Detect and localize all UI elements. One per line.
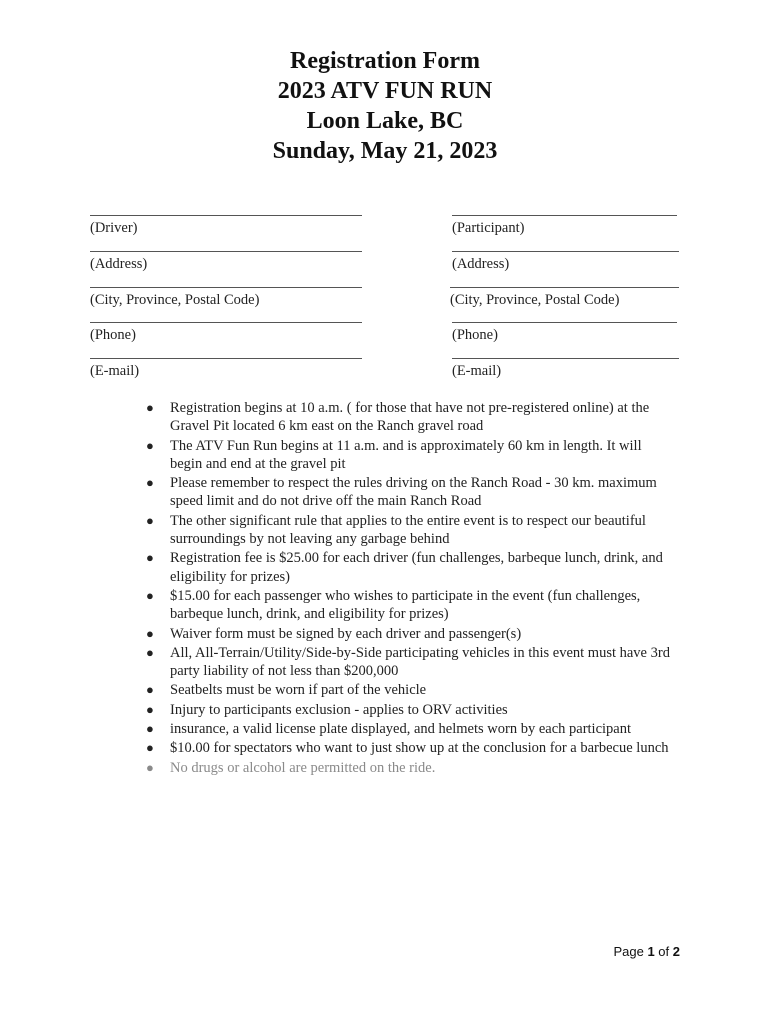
bullet-icon: ● <box>146 400 154 415</box>
participant-email-line[interactable] <box>452 358 679 359</box>
participant-label: (Participant) <box>452 220 525 236</box>
driver-city-field[interactable] <box>90 287 362 309</box>
driver-line[interactable] <box>90 215 362 216</box>
page-word: Page <box>613 944 644 959</box>
page-of: of <box>658 944 670 959</box>
page-number <box>613 944 680 959</box>
driver-city-line[interactable] <box>90 287 362 288</box>
driver-email-line[interactable] <box>90 358 362 359</box>
list-item <box>146 701 676 719</box>
driver-phone-label: (Phone) <box>90 327 136 343</box>
list-item <box>146 512 676 549</box>
driver-phone-field[interactable] <box>90 322 362 344</box>
bullet-icon: ● <box>146 740 154 756</box>
form-title <box>0 46 770 166</box>
driver-email-field[interactable] <box>90 358 362 380</box>
participant-phone-field[interactable] <box>452 322 677 344</box>
bullet-icon: ● <box>146 682 154 698</box>
event-rules-list <box>146 399 676 778</box>
driver-field[interactable] <box>90 215 362 237</box>
driver-city-label: (City, Province, Postal Code) <box>90 292 260 308</box>
list-item <box>146 739 676 757</box>
participant-city-label: (City, Province, Postal Code) <box>450 292 620 308</box>
participant-phone-line[interactable] <box>452 322 677 323</box>
participant-city-line[interactable] <box>450 287 679 288</box>
driver-email-label: (E-mail) <box>90 363 140 379</box>
driver-address-label: (Address) <box>90 256 148 272</box>
list-item-text: Waiver form must be signed by each driver and passenger(s) <box>170 625 522 642</box>
list-item-text: Please remember to respect the rules driving on the Ranch Road - 30 km. maximum speed limit and do not drive off the main Ranch Road <box>170 475 657 510</box>
participant-line[interactable] <box>452 215 677 216</box>
list-item <box>146 720 676 738</box>
bullet-icon: ● <box>146 475 154 491</box>
list-item <box>146 681 676 699</box>
participant-email-field[interactable] <box>452 358 679 380</box>
bullet-icon: ● <box>146 437 154 453</box>
participant-address-line[interactable] <box>452 251 679 252</box>
list-item-text: $10.00 for spectators who want to just show up at the conclusion for a barbecue lunch <box>170 740 669 757</box>
title-line-3: Loon Lake, BC <box>306 108 464 134</box>
list-item-text: The ATV Fun Run begins at 11 a.m. and is approximately 60 km in length. It will begin and end at the gravel pit <box>170 437 642 472</box>
driver-address-field[interactable] <box>90 251 362 273</box>
driver-address-line[interactable] <box>90 251 362 252</box>
page-total: 2 <box>672 944 680 959</box>
list-item <box>146 625 676 643</box>
driver-phone-line[interactable] <box>90 322 362 323</box>
list-item-text: The other significant rule that applies to the entire event is to respect our beautiful surroundings by not leaving any garbage behind <box>170 512 646 548</box>
list-item-text: $15.00 for each passenger who wishes to participate in the event (fun challenges, barbeque lunch, drink, and eligibility for prizes) <box>170 587 641 623</box>
list-item-text: Registration begins at 10 a.m. ( for those that have not pre-registered online) at the Gravel Pit located 6 km east on the Ranch gravel road <box>170 400 650 435</box>
list-item <box>146 644 676 681</box>
participant-address-field[interactable] <box>452 251 679 273</box>
list-item-text: Seatbelts must be worn if part of the vehicle <box>170 682 427 699</box>
list-item-text: All, All-Terrain/Utility/Side-by-Side participating vehicles in this event must have 3rd party liability of not less than $200,000 <box>170 644 670 680</box>
participant-field[interactable] <box>452 215 677 237</box>
title-line-1: Registration Form <box>290 48 480 74</box>
page-current: 1 <box>647 944 655 959</box>
list-item-text: No drugs or alcohol are permitted on the ride. <box>170 759 436 776</box>
driver-label: (Driver) <box>90 220 138 236</box>
list-item <box>146 399 676 436</box>
title-line-4: Sunday, May 21, 2023 <box>272 138 498 164</box>
list-item-text: Injury to participants exclusion - applies to ORV activities <box>170 701 508 718</box>
participant-email-label: (E-mail) <box>452 363 502 379</box>
bullet-icon: ● <box>146 701 154 717</box>
list-item-text: Registration fee is $25.00 for each driver (fun challenges, barbeque lunch, drink, and eligibility for prizes) <box>170 550 663 585</box>
bullet-icon: ● <box>146 644 154 660</box>
list-item <box>146 437 676 474</box>
bullet-icon: ● <box>146 512 154 528</box>
participant-city-field[interactable] <box>450 287 679 309</box>
bullet-icon: ● <box>146 721 154 737</box>
list-item-text: insurance, a valid license plate displayed, and helmets worn by each participant <box>170 721 632 738</box>
list-item <box>146 759 676 777</box>
list-item <box>146 549 676 586</box>
title-line-2: 2023 ATV FUN RUN <box>277 78 493 104</box>
bullet-icon: ● <box>146 625 154 641</box>
participant-phone-label: (Phone) <box>452 327 498 343</box>
bullet-icon: ● <box>146 759 154 775</box>
participant-address-label: (Address) <box>452 256 510 272</box>
list-item <box>146 474 676 511</box>
bullet-icon: ● <box>146 550 154 566</box>
list-item <box>146 587 676 624</box>
bullet-icon: ● <box>146 587 154 603</box>
